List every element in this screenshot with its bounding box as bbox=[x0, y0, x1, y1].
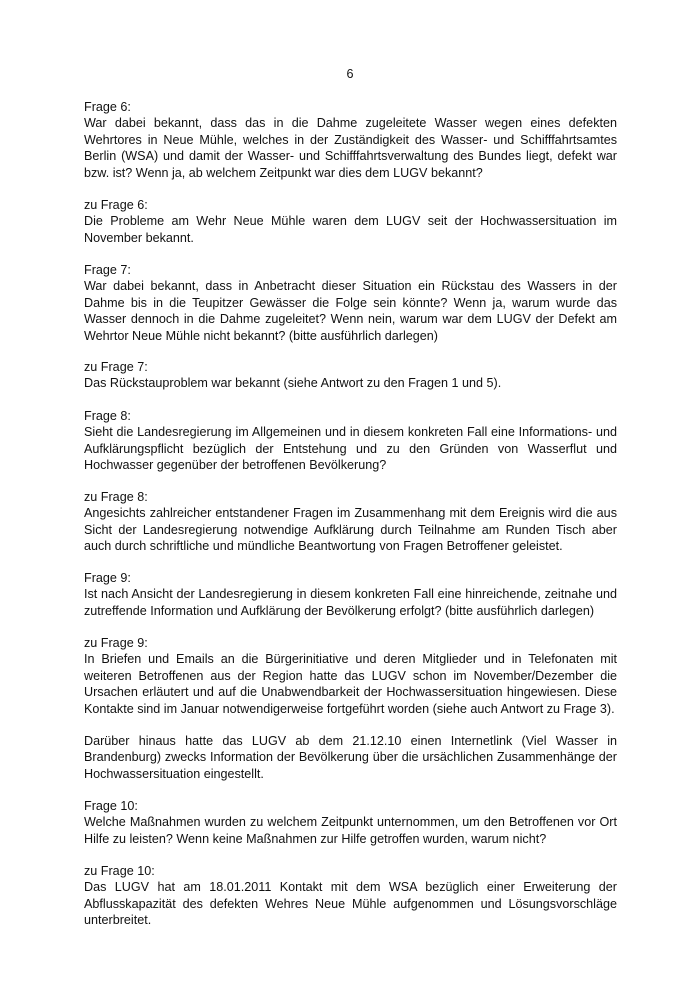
question-6-text: War dabei bekannt, dass das in die Dahme zugeleitete Wasser wegen eines defekten Wehrtores in Neue Mühle, welches in der Zuständigkeit des Wasser- und Schifffahrtsamtes Berlin (WSA) und damit der Wasser- und Schifffahrtsverwaltung des Bundes liegt, defekt war bzw. ist? Wenn ja, ab welchem Zeitpunkt war dies dem LUGV bekannt? bbox=[84, 116, 617, 180]
answer-7-block bbox=[84, 359, 617, 392]
answer-10-heading: zu Frage 10: bbox=[84, 864, 155, 878]
question-8-text: Sieht die Landesregierung im Allgemeinen und in diesem konkreten Fall eine Informations- und Aufklärungspflicht bezüglich der Entstehung und zu den Gründen von Wasserflut und Hochwasser gegenüber der betroffenen Bevölkerung? bbox=[84, 425, 617, 473]
page-number: 6 bbox=[346, 67, 354, 81]
question-9-block bbox=[84, 570, 617, 619]
answer-9-continuation-text: Darüber hinaus hatte das LUGV ab dem 21.12.10 einen Internetlink (Viel Wasser in Brandenburg) zwecks Information der Bevölkerung über die ursächlichen Zusammenhänge der Hochwassersituation eingestellt. bbox=[84, 734, 617, 781]
question-6-heading: Frage 6: bbox=[84, 100, 131, 114]
answer-6-text: Die Probleme am Wehr Neue Mühle waren dem LUGV seit der Hochwassersituation im November bekannt. bbox=[84, 214, 617, 245]
question-10-text: Welche Maßnahmen wurden zu welchem Zeitpunkt unternommen, um den Betroffenen vor Ort Hilfe zu leisten? Wenn keine Maßnahmen zur Hilfe getroffen wurden, warum nicht? bbox=[84, 815, 617, 846]
answer-8-text: Angesichts zahlreicher entstandener Fragen im Zusammenhang mit dem Ereignis wird die aus Sicht der Landesregierung notwendige Aufklärung durch Teilnahme am Runden Tisch aber auch durch schriftliche und mündliche Beantwortung von Fragen Betroffener geleistet. bbox=[84, 506, 617, 554]
answer-7-heading: zu Frage 7: bbox=[84, 360, 148, 374]
answer-8-block bbox=[84, 489, 617, 555]
question-8-heading: Frage 8: bbox=[84, 409, 131, 423]
answer-6-block bbox=[84, 197, 617, 246]
question-8-block bbox=[84, 408, 617, 474]
answer-9-block bbox=[84, 635, 617, 717]
question-10-heading: Frage 10: bbox=[84, 799, 138, 813]
answer-9-heading: zu Frage 9: bbox=[84, 636, 148, 650]
answer-9-continuation-block bbox=[84, 733, 617, 782]
answer-9-text: In Briefen und Emails an die Bürgerinitiative und deren Mitglieder und in Telefonaten mit weiteren Betroffenen aus der Region hatte das LUGV schon im November/Dezember die Ursachen erläutert und auf die Unabwendbarkeit der Hochwassersituation hingewiesen. Diese Kontakte sind im Januar notwendigerweise fortgeführt worden (siehe auch Antwort zu Frage 3). bbox=[84, 652, 617, 716]
question-9-text: Ist nach Ansicht der Landesregierung in diesem konkreten Fall eine hinreichende, zeitnahe und zutreffende Information und Aufklärung der Bevölkerung erfolgt? (bitte ausführlich darlegen) bbox=[84, 587, 617, 618]
answer-6-heading: zu Frage 6: bbox=[84, 198, 148, 212]
answer-10-text: Das LUGV hat am 18.01.2011 Kontakt mit dem WSA bezüglich einer Erweiterung der Abflusskapazität des defekten Wehres Neue Mühle aufgenommen und Lösungsvorschläge unterbreitet. bbox=[84, 880, 617, 928]
question-7-heading: Frage 7: bbox=[84, 263, 131, 277]
question-9-heading: Frage 9: bbox=[84, 571, 131, 585]
answer-10-block bbox=[84, 863, 617, 929]
question-10-block bbox=[84, 798, 617, 847]
question-7-block bbox=[84, 262, 617, 344]
answer-8-heading: zu Frage 8: bbox=[84, 490, 148, 504]
question-7-text: War dabei bekannt, dass in Anbetracht dieser Situation ein Rückstau des Wassers in der Dahme bis in die Teupitzer Gewässer die Folge sein könnte? Wenn ja, warum wurde das Wasser dennoch in die Dahme zugeleitet? Wenn nein, warum war dem LUGV der Defekt am Wehrtor Neue Mühle nicht bekannt? (bitte ausführlich darlegen) bbox=[84, 279, 617, 343]
answer-7-text: Das Rückstauproblem war bekannt (siehe Antwort zu den Fragen 1 und 5). bbox=[84, 376, 502, 391]
question-6-block bbox=[84, 99, 617, 181]
